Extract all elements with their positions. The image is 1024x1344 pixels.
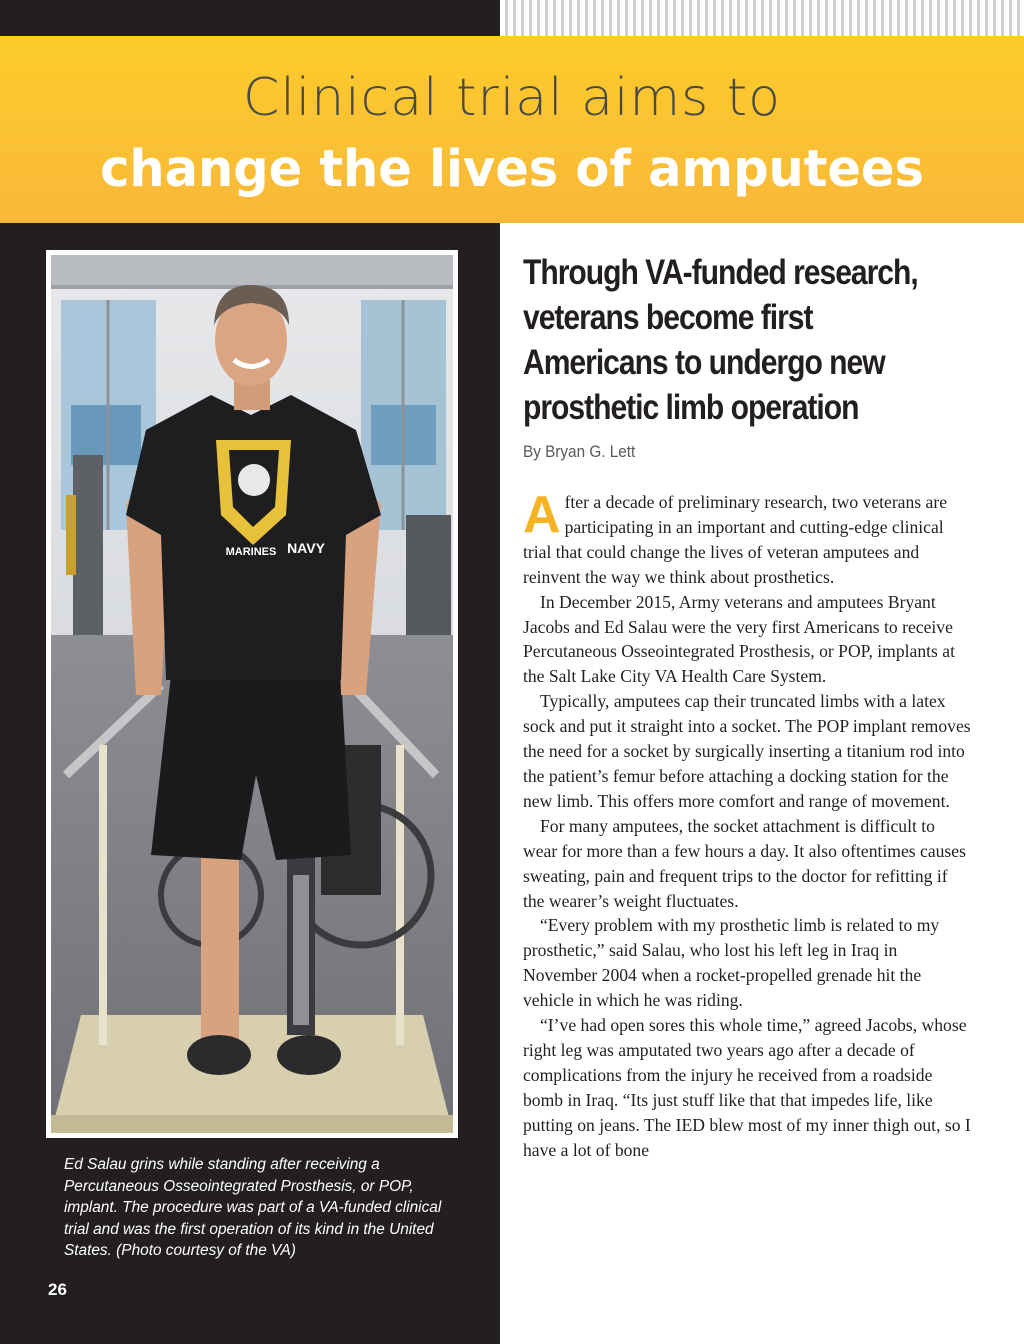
article-body	[523, 486, 973, 1162]
decorative-stripes	[500, 0, 1024, 36]
page-number: 26	[48, 1280, 67, 1299]
article-paragraph-4: For many amputees, the socket attachment is difficult to wear for more than a few hours a day. It also oftentimes causes sweating, pain and frequent trips to the doctor for refitting if the wearer’s weight fluctuates.	[523, 815, 966, 911]
article-photo	[51, 255, 453, 1133]
headline-line-1: Clinical trial aims to	[243, 68, 781, 128]
article-paragraph-3: Typically, amputees cap their truncated limbs with a latex sock and put it straight into a socket. The POP implant removes the need for a socket by surgically inserting a titanium rod into the patient’s femur before attaching a docking station for the new limb. This offers more comfort and range of movement.	[523, 691, 971, 811]
article-paragraph-2: In December 2015, Army veterans and amputees Bryant Jacobs and Ed Salau were the very first Americans to receive Percutaneous Osseointegrated Prosthesis, or POP, implants at the Salt Lake City VA Health Care System.	[523, 591, 955, 687]
drop-cap: A	[523, 486, 561, 544]
photo-caption: Ed Salau grins while standing after receiving a Percutaneous Osseointegrated Prosthesis, or POP, implant. The procedure was part of a VA-funded clinical trial and was the first operation of its kind in the United States. (Photo courtesy of the VA)	[64, 1156, 442, 1259]
headline-line-2: change the lives of amputees	[100, 140, 924, 199]
article-paragraph-5: “Every problem with my prosthetic limb is related to my prosthetic,” said Salau, who lost his left leg in Iraq in November 2004 when a rocket-propelled grenade hit the vehicle in which he was riding.	[523, 915, 940, 1011]
byline: By Bryan G. Lett	[523, 442, 636, 461]
shirt-text-marines: MARINES	[225, 546, 277, 558]
article-paragraph-6: “I’ve had open sores this whole time,” agreed Jacobs, whose right leg was amputated two years ago after a decade of complications from the injury he received from a roadside bomb in Iraq. “Its just stuff like that that impedes life, like putting on jeans. The IED blew most of my inner thigh out, so I have a lot of bone	[523, 1015, 971, 1160]
shirt-text-navy: NAVY	[287, 540, 325, 556]
article-paragraph-1: After a decade of preliminary research, two veterans are participating in an important and cutting-edge clinical trial that could change the lives of veteran amputees and reinvent the way we think about prosthetics.	[523, 486, 948, 587]
article-deck: Through VA-funded research, veterans become first Americans to undergo new prosthetic limb operation	[523, 253, 918, 427]
